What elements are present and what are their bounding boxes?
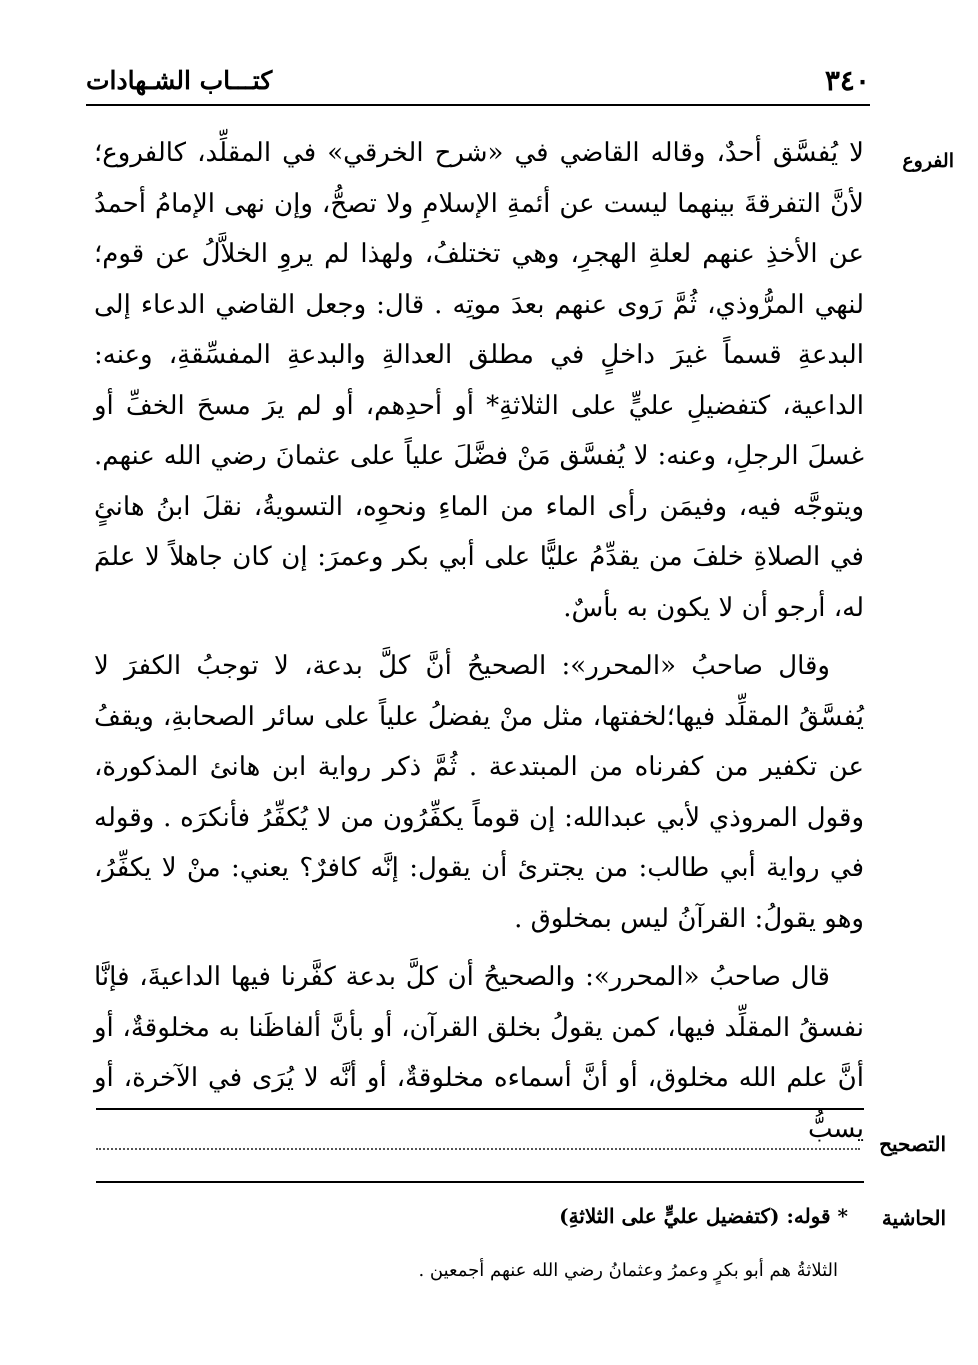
book-chapter-title: كتـــاب الشـهادات bbox=[86, 66, 273, 95]
footnote-heading bbox=[559, 1204, 848, 1228]
paragraph-3: قال صاحبُ «المحرر»: والصحيحُ أن كلَّ بدعة كفَّرنا فيها الداعيةَ، فإنَّا نفسقُ المقلِّد فيها، كمن يقولُ بخلق القرآن، أو بأنَّ ألفاظَنا به مخلوقةٌ، أو أنَّ علم الله مخلوق، أو أنَّ أسماءه مخلوقةٌ، أو أنَّه لا يُرَى في الآخرة، أو يسبُّ bbox=[94, 962, 864, 1144]
side-label-furu: الفروع bbox=[902, 150, 954, 172]
paragraph-2: وقال صاحبُ «المحرر»: الصحيحُ أنَّ كلَّ بدعة، لا توجبُ الكفرَ لا يُفسَّقُ المقلِّد فيها؛لخفتها، مثل منْ يفضلُ علياً على سائر الصحابةِ، ويقفُ عن تكفير من كفرناه من المبتدعة . ثُمَّ ذكر رواية ابن هانئ المذكورة، وقول المروذي لأبي عبدالله: إن قوماً يكفِّرُون من لا يُكفِّرُ فأنكرَه . وقوله في رواية أبي طالب: من يجترئ أن يقول: إنَّه كافرٌ؟ يعني: منْ لا يكفِّرُ، وهو يقولُ: القرآنُ ليس بمخلوق . bbox=[94, 651, 865, 934]
running-header bbox=[86, 62, 870, 102]
footnote-heading-text: قوله: (كتفضيل عليٍّ على الثلاثةِ) bbox=[559, 1204, 831, 1228]
tashih-dotted-line bbox=[96, 1148, 860, 1150]
page-number: ٣٤٠ bbox=[824, 64, 870, 97]
footer-rule-top bbox=[96, 1108, 864, 1110]
side-label-hashiya: الحاشية bbox=[881, 1206, 946, 1230]
side-label-tashih: التصحيح bbox=[879, 1132, 946, 1156]
header-rule bbox=[86, 104, 870, 106]
main-text bbox=[94, 128, 864, 1154]
paragraph-1: لا يُفسَّق أحدٌ، وقاله القاضي في «شرح الخرقي» في المقلِّد، كالفروع؛ لأنَّ التفرقةَ بينهما ليست عن أئمةِ الإسلامِ ولا تصحُّ، وإن نهى الإمامُ أحمدُ عن الأخذِ عنهم لعلةِ الهجرِ، وهي تختلفُ، ولهذا لم يروِ الخلاَّلُ عن قوم؛ لنهي المرُّوذي، ثُمَّ رَوى عنهم بعدَ موتِه . قال: وجعل القاضي الدعاء إلى البدعةِ قسماً غيرَ داخلٍ في مطلق العدالةِ والبدعةِ المفسِّقةِ، وعنه: الداعية، كتفضيلِ عليٍّ على الثلاثةِ* أو أحدِهم، أو لم يرَ مسحَ الخفِّ أو غسلَ الرجلِ، وعنه: لا يُفسَّق مَنْ فضَّلَ علياً على عثمانَ رضي الله عنهم. ويتوجَّه فيه، وفيمَن رأى الماء من الماءِ ونحوِه، التسويةُ، نقلَ ابنُ هانئٍ في الصلاةِ خلفَ من يقدِّمُ عليًّا على أبي بكر وعمرَ: إن كان جاهلاً لا علمَ له، أرجو أن لا يكون به بأسٌ. bbox=[94, 138, 864, 623]
footer-rule-bottom bbox=[96, 1181, 864, 1183]
footnote-body: الثلاثةُ هم أبو بكرٍ وعمرُ وعثمانُ رضي الله عنهم أجمعين . bbox=[418, 1260, 838, 1281]
footnote-marker: * bbox=[837, 1204, 848, 1228]
